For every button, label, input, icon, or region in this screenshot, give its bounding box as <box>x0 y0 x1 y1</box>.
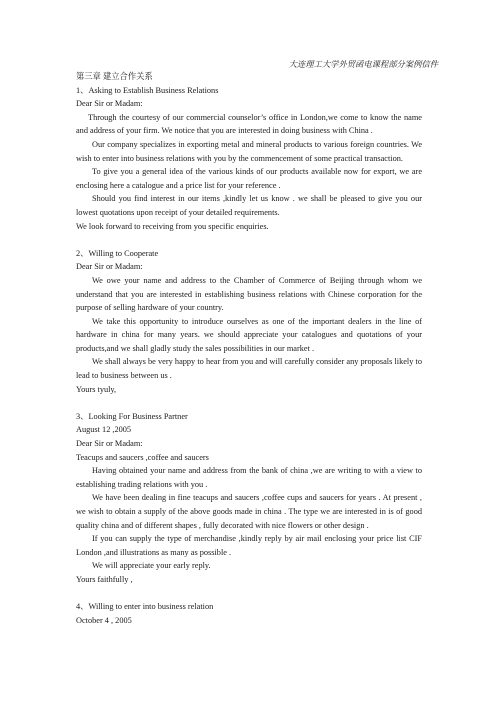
letter-3-signoff: Yours faithfully , <box>76 574 133 584</box>
letter-1-salutation: Dear Sir or Madam: <box>76 99 143 109</box>
letter-3-salutation: Dear Sir or Madam: <box>76 439 143 449</box>
letter-1-paragraph-3: To give you a general idea of the various kinds of our products available now for export, we are enclosing here a catalogue and a price list for your reference . <box>76 167 422 190</box>
letter-2-paragraph-2: We take this opportunity to introduce ourselves as one of the important dealers in the line of hardware in china for many years. we should appreciate your catalogues and quotations of your products,and we shall gladly study the sales possibilities in our market . <box>76 316 422 353</box>
letter-4-date: October 4 , 2005 <box>76 615 132 625</box>
letter-1-paragraph-4: Should you find interest in our items ,kindly let us know . we shall be pleased to give you our lowest quotations upon receipt of your detailed requirements. <box>76 194 422 217</box>
letter-3-subject: Teacups and saucers ,coffee and saucers <box>76 452 209 462</box>
letter-4-title: 4、Willing to enter into business relation <box>76 602 214 612</box>
letter-2-title: 2、Willing to Cooperate <box>76 248 159 258</box>
letter-1-paragraph-2: Our company specializes in exporting metal and mineral products to various foreign countries. We wish to enter into business relations with you by the commencement of some practical transaction. <box>76 139 422 163</box>
letter-1-paragraph-1: Through the courtesy of our commercial counselor’s office in London,we come to know the name and address of your firm. We notice that you are interested in doing business with China . <box>76 112 422 136</box>
letter-2-paragraph-1: We owe your name and address to the Chamber of Commerce of Beijing through whom we understand that you are interested in establishing business relations with Chinese corporation for the purpose of selling hardware of your country. <box>76 275 422 313</box>
letter-3-date: August 12 ,2005 <box>76 425 132 435</box>
document-body <box>76 70 422 627</box>
spacer <box>76 587 422 601</box>
letter-1-closing-line: We look forward to receiving from you specific enquiries. <box>76 221 269 231</box>
spacer <box>76 396 422 410</box>
letter-3-title: 3、Looking For Business Partner <box>76 411 188 421</box>
spacer <box>76 233 422 247</box>
letter-3-paragraph-4: We will appreciate your early reply. <box>92 561 211 571</box>
letter-2-salutation: Dear Sir or Madam: <box>76 262 143 272</box>
page-header: 大连理工大学外贸函电课程部分案例信件 <box>288 60 438 69</box>
letter-3-paragraph-1: Having obtained your name and address from the bank of china ,we are writing to with a view to establishing trading relations with you . <box>76 466 422 489</box>
chapter-heading: 第三章 建立合作关系 <box>76 72 153 81</box>
letter-3-paragraph-2: We have been dealing in fine teacups and saucers ,coffee cups and saucers for years . At present , we wish to obtain a supply of the above goods made in china . The type we are interested in is of good quality china and of different shapes , fully decorated with nice flowers or other design . <box>76 493 422 530</box>
letter-2-paragraph-3: We shall always be very happy to hear from you and will carefully consider any proposals likely to lead to business between us . <box>76 357 422 381</box>
letter-2-signoff: Yours tyuly, <box>76 384 117 394</box>
letter-3-paragraph-3: If you can supply the type of merchandise ,kindly reply by air mail enclosing your price list CIF London ,and illustrations as many as possible . <box>76 534 422 557</box>
letter-1-title: 1、Asking to Establish Business Relations <box>76 85 219 95</box>
